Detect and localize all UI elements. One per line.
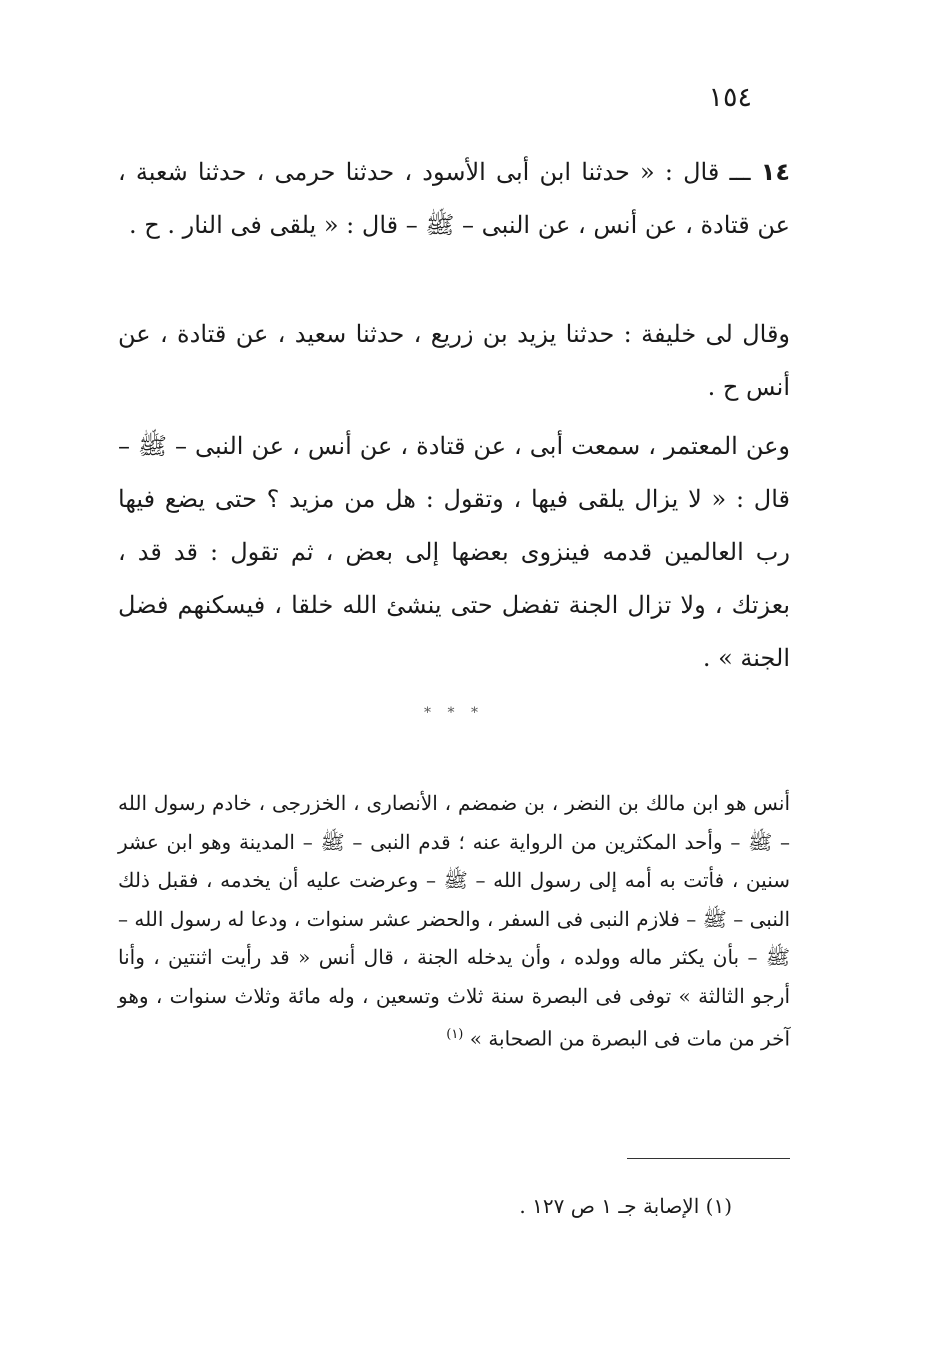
book-page xyxy=(118,0,790,1359)
footnote-divider xyxy=(627,1158,790,1159)
hadith-dash: ـــ xyxy=(729,158,751,186)
biography-paragraph xyxy=(118,784,790,1058)
footnote-reference: (١) xyxy=(446,1026,464,1042)
hadith-number: ١٤ xyxy=(760,158,790,186)
section-separator: * * * xyxy=(424,705,484,721)
hadith-chain-paragraph: وقال لى خليفة : حدثنا يزيد بن زريع ، حدثنا سعيد ، عن قتادة ، عن أنس ح . xyxy=(118,320,790,401)
page-number: ١٥٤ xyxy=(708,82,752,113)
biography-text: أنس هو ابن مالك بن النضر ، بن ضمضم ، الأنصارى ، الخزرجى ، خادم رسول الله – ﷺ – وأحد المكثرين من الرواية عنه ؛ قدم النبى – ﷺ – المدينة وهو ابن عشر سنين ، فأتت به أمه إلى رسول الله – ﷺ – وعرضت عليه أن يخدمه ، فقبل ذلك النبى – ﷺ – فلازم النبى فى السفر ، والحضر عشر سنوات ، ودعا له رسول الله – ﷺ – بأن يكثر ماله وولده ، وأن يدخله الجنة ، قال أنس « قد رأيت اثنتين ، وأنا أرجو الثالثة » توفى فى البصرة سنة ثلاث وتسعين ، وله مائة وثلاث سنوات ، وهو آخر من مات فى البصرة من الصحابة » xyxy=(118,791,790,1051)
hadith-chain-paragraph: وعن المعتمر ، سمعت أبى ، عن قتادة ، عن أنس ، عن النبى – ﷺ – قال : « لا يزال يلقى فيها ، وتقول : هل من مزيد ؟ حتى يضع فيها رب العالمين قدمه فينزوى بعضها إلى بعض ، ثم تقول : قد قد ، بعزتك ، ولا تزال الجنة تفضل حتى ينشئ الله خلقا ، فيسكنهم فضل الجنة » . xyxy=(118,432,790,672)
hadith-main-paragraph xyxy=(118,146,790,252)
hadith-text: قال : « حدثنا ابن أبى الأسود ، حدثنا حرمى ، حدثنا شعبة ، عن قتادة ، عن أنس ، عن النبى – ﷺ – قال : « يلقى فى النار . ح . xyxy=(118,158,790,239)
footnote: (١) الإصابة جـ ١ ص ١٢٧ . xyxy=(519,1194,732,1218)
